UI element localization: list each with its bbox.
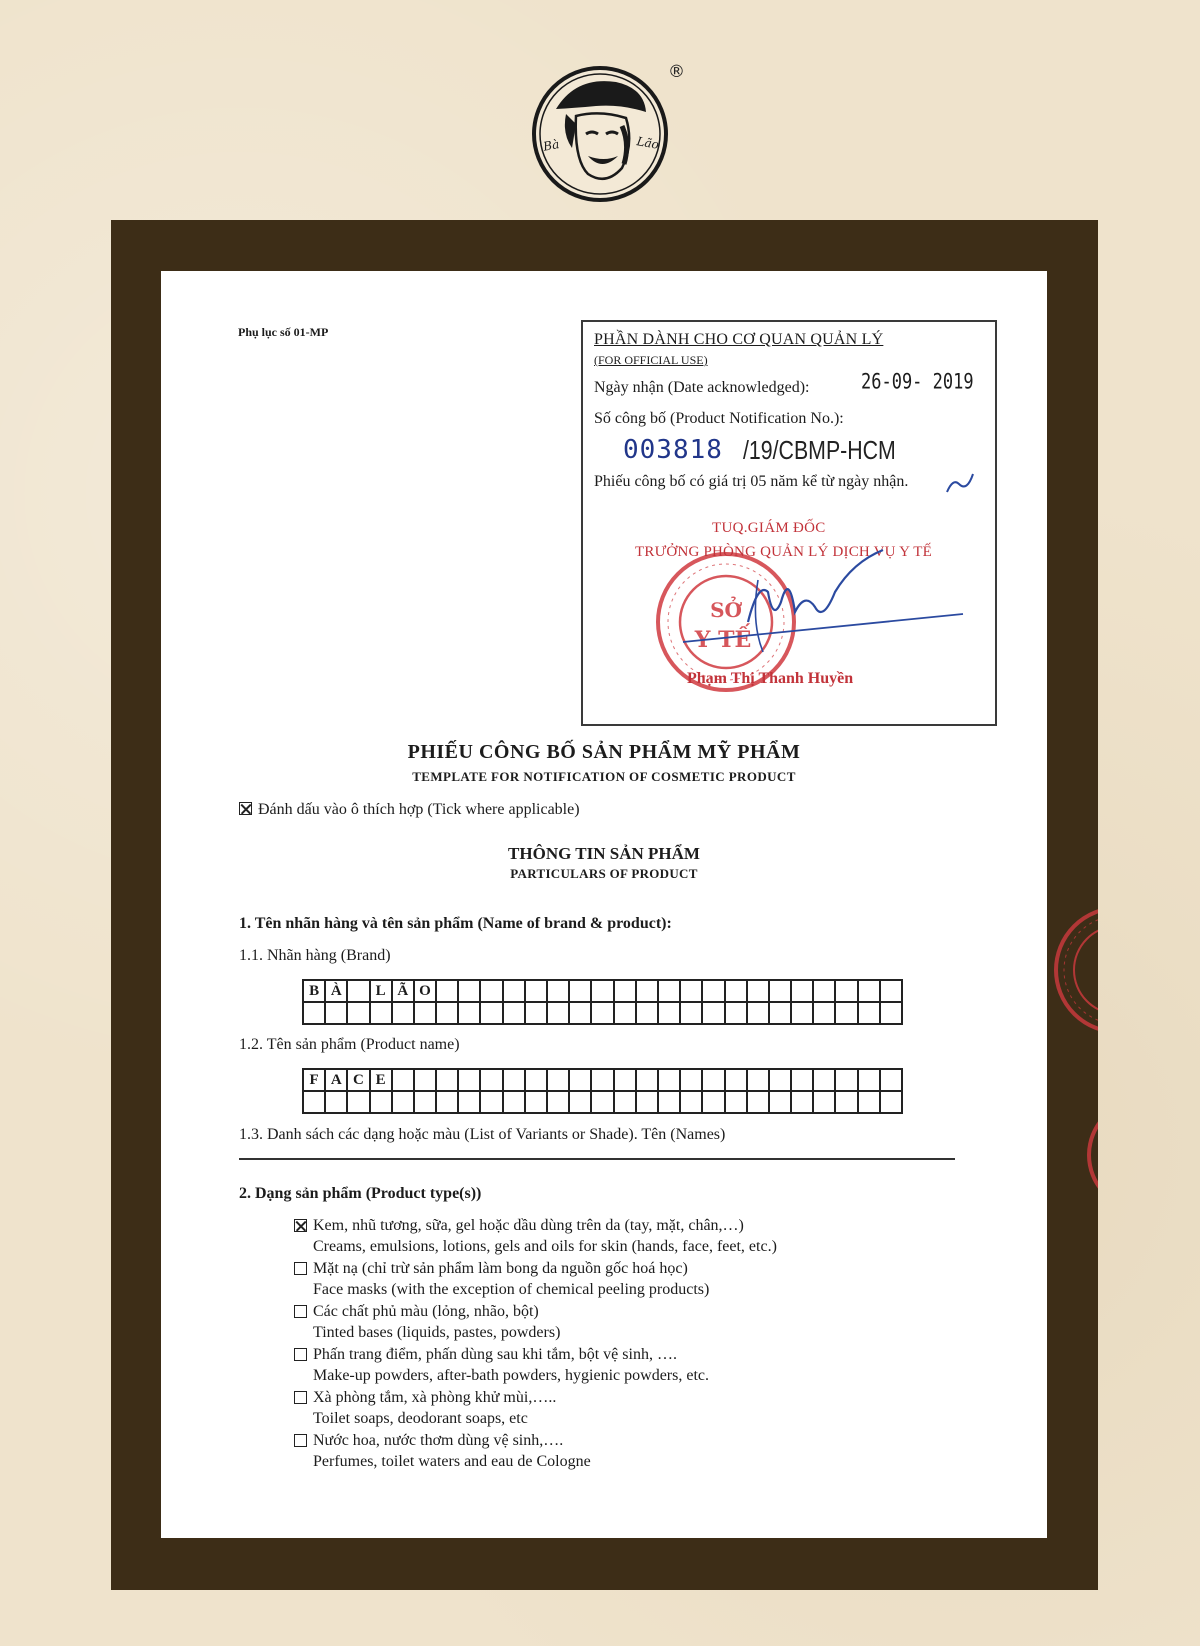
product-name-label: 1.2. Tên sản phẩm (Product name) xyxy=(239,1036,460,1053)
product-type-vi: Kem, nhũ tương, sữa, gel hoặc dầu dùng trên da (tay, mặt, chân,…) xyxy=(313,1217,744,1234)
product-cell xyxy=(304,1092,326,1114)
brand-cell xyxy=(570,1003,592,1025)
signer-name: Phạm Thị Thanh Huyền xyxy=(687,670,854,687)
official-subtitle: (FOR OFFICIAL USE) xyxy=(594,353,708,367)
product-cell xyxy=(459,1092,481,1114)
product-cell: A xyxy=(326,1070,348,1092)
product-type-vi: Xà phòng tắm, xà phòng khử mùi,….. xyxy=(313,1389,557,1406)
brand-cell xyxy=(526,981,548,1003)
brand-label: 1.1. Nhãn hàng (Brand) xyxy=(239,947,391,964)
product-cell xyxy=(748,1092,770,1114)
product-cell xyxy=(792,1070,814,1092)
brand-cell xyxy=(615,1003,637,1025)
divider-line xyxy=(239,1158,955,1160)
product-type-vi: Phấn trang điểm, phấn dùng sau khi tắm, bột vệ sinh, …. xyxy=(313,1346,677,1363)
brand-cell xyxy=(859,1003,881,1025)
brand-cell xyxy=(415,1003,437,1025)
product-cell xyxy=(504,1092,526,1114)
product-cell xyxy=(814,1070,836,1092)
product-cell xyxy=(393,1092,415,1114)
document-title-en: TEMPLATE FOR NOTIFICATION OF COSMETIC PRODUCT xyxy=(412,769,796,784)
product-cell xyxy=(548,1070,570,1092)
empty-checkbox-icon xyxy=(294,1305,307,1318)
brand-cell xyxy=(836,1003,858,1025)
product-cell xyxy=(371,1092,393,1114)
product-cell: F xyxy=(304,1070,326,1092)
brand-cell xyxy=(592,1003,614,1025)
date-acknowledged-value: 26-09- 2019 xyxy=(861,369,974,395)
brand-cell xyxy=(326,1003,348,1025)
product-cell xyxy=(570,1070,592,1092)
product-cell: E xyxy=(371,1070,393,1092)
document-frame xyxy=(111,220,1098,1590)
partial-stamp xyxy=(1048,900,1098,1040)
brand-cell xyxy=(481,981,503,1003)
product-cell xyxy=(703,1070,725,1092)
brand-cell xyxy=(881,1003,903,1025)
notification-number-label: Số công bố (Product Notification No.): xyxy=(594,410,844,427)
product-type-item xyxy=(294,1215,777,1257)
brand-cell xyxy=(770,1003,792,1025)
product-cell xyxy=(659,1070,681,1092)
tick-instruction xyxy=(239,801,580,819)
signer-organization: TRƯỞNG PHÒNG QUẢN LÝ DỊCH VỤ Y TẾ xyxy=(635,544,932,560)
product-cell xyxy=(881,1070,903,1092)
brand-cell xyxy=(659,981,681,1003)
section-title-en: PARTICULARS OF PRODUCT xyxy=(510,866,698,881)
signer-authority: TUQ.GIÁM ĐỐC xyxy=(712,520,826,536)
official-title: PHẦN DÀNH CHO CƠ QUAN QUẢN LÝ xyxy=(594,331,884,348)
section-title: THÔNG TIN SẢN PHẨM xyxy=(508,844,700,863)
brand-cell xyxy=(770,981,792,1003)
brand-cell xyxy=(459,981,481,1003)
brand-cell xyxy=(659,1003,681,1025)
product-cell xyxy=(836,1070,858,1092)
product-cell xyxy=(481,1070,503,1092)
product-cell xyxy=(459,1070,481,1092)
brand-cell xyxy=(637,1003,659,1025)
brand-cell xyxy=(703,1003,725,1025)
product-cell xyxy=(437,1070,459,1092)
product-letter-grid xyxy=(302,1068,903,1114)
brand-cell xyxy=(814,981,836,1003)
product-type-vi: Nước hoa, nước thơm dùng vệ sinh,…. xyxy=(313,1432,564,1449)
product-cell xyxy=(615,1092,637,1114)
product-cell xyxy=(637,1092,659,1114)
brand-cell xyxy=(548,1003,570,1025)
notification-number-suffix: /19/CBMP-HCM xyxy=(743,435,896,465)
registered-mark: ® xyxy=(668,62,685,82)
product-cell xyxy=(548,1092,570,1114)
question-1-heading: 1. Tên nhãn hàng và tên sản phẩm (Name of brand & product): xyxy=(239,915,672,932)
logo-text-left: Bà xyxy=(542,137,561,154)
stamp-text-bottom: Y TẾ xyxy=(694,627,752,653)
brand-cell xyxy=(437,1003,459,1025)
brand-cell: À xyxy=(326,981,348,1003)
product-cell xyxy=(415,1092,437,1114)
product-type-en: Creams, emulsions, lotions, gels and oils for skin (hands, face, feet, etc.) xyxy=(313,1238,777,1255)
product-type-item xyxy=(294,1387,777,1429)
brand-cell xyxy=(748,981,770,1003)
product-cell xyxy=(726,1092,748,1114)
product-cell xyxy=(703,1092,725,1114)
product-type-list xyxy=(294,1215,777,1473)
brand-cell xyxy=(814,1003,836,1025)
official-use-box xyxy=(581,320,997,726)
variants-label: 1.3. Danh sách các dạng hoặc màu (List of Variants or Shade). Tên (Names) xyxy=(239,1126,726,1143)
brand-cell xyxy=(481,1003,503,1025)
product-type-vi: Mặt nạ (chỉ trừ sản phẩm làm bong da nguồn gốc hoá học) xyxy=(313,1260,688,1277)
brand-cell xyxy=(881,981,903,1003)
brand-cell: O xyxy=(415,981,437,1003)
brand-cell xyxy=(348,981,370,1003)
product-cell xyxy=(726,1070,748,1092)
product-type-item xyxy=(294,1301,777,1343)
brand-cell xyxy=(304,1003,326,1025)
product-cell xyxy=(770,1092,792,1114)
brand-cell xyxy=(371,1003,393,1025)
checked-box-icon xyxy=(294,1219,307,1232)
product-type-en: Tinted bases (liquids, pastes, powders) xyxy=(313,1324,561,1341)
product-cell xyxy=(859,1092,881,1114)
product-type-vi: Các chất phủ màu (lỏng, nhão, bột) xyxy=(313,1303,539,1320)
signature-strokes xyxy=(583,322,999,728)
product-cell xyxy=(526,1070,548,1092)
brand-cell xyxy=(526,1003,548,1025)
product-type-item xyxy=(294,1344,777,1386)
product-cell xyxy=(770,1070,792,1092)
product-cell xyxy=(415,1070,437,1092)
brand-cell xyxy=(836,981,858,1003)
product-cell xyxy=(681,1092,703,1114)
partial-stamp-edge xyxy=(1084,1110,1098,1200)
product-cell xyxy=(836,1092,858,1114)
product-cell xyxy=(326,1092,348,1114)
brand-cell xyxy=(548,981,570,1003)
product-cell xyxy=(437,1092,459,1114)
product-cell: C xyxy=(348,1070,370,1092)
product-type-item xyxy=(294,1430,777,1472)
product-cell xyxy=(681,1070,703,1092)
empty-checkbox-icon xyxy=(294,1262,307,1275)
question-2-heading: 2. Dạng sản phẩm (Product type(s)) xyxy=(239,1185,482,1202)
product-cell xyxy=(481,1092,503,1114)
brand-cell: L xyxy=(371,981,393,1003)
brand-cell xyxy=(726,981,748,1003)
product-cell xyxy=(748,1070,770,1092)
document-page xyxy=(161,271,1047,1538)
product-type-en: Toilet soaps, deodorant soaps, etc xyxy=(313,1410,528,1427)
product-cell xyxy=(615,1070,637,1092)
brand-cell: Ã xyxy=(393,981,415,1003)
brand-cell xyxy=(681,981,703,1003)
checked-box-icon xyxy=(239,802,252,815)
empty-checkbox-icon xyxy=(294,1434,307,1447)
product-cell xyxy=(526,1092,548,1114)
product-cell xyxy=(792,1092,814,1114)
brand-cell xyxy=(703,981,725,1003)
brand-cell xyxy=(615,981,637,1003)
brand-cell xyxy=(393,1003,415,1025)
empty-checkbox-icon xyxy=(294,1348,307,1361)
product-cell xyxy=(592,1070,614,1092)
product-cell xyxy=(859,1070,881,1092)
brand-cell xyxy=(792,1003,814,1025)
product-cell xyxy=(348,1092,370,1114)
product-cell xyxy=(393,1070,415,1092)
brand-cell xyxy=(681,1003,703,1025)
validity-note: Phiếu công bố có giá trị 05 năm kể từ ngày nhận. xyxy=(594,473,909,490)
logo-text-right: Lão xyxy=(635,134,661,152)
brand-cell xyxy=(504,981,526,1003)
stamp-text-top: SỞ xyxy=(710,598,742,622)
brand-cell xyxy=(592,981,614,1003)
brand-cell xyxy=(459,1003,481,1025)
brand-cell xyxy=(348,1003,370,1025)
empty-checkbox-icon xyxy=(294,1391,307,1404)
brand-cell xyxy=(748,1003,770,1025)
brand-cell xyxy=(792,981,814,1003)
product-cell xyxy=(814,1092,836,1114)
product-cell xyxy=(881,1092,903,1114)
product-type-en: Make-up powders, after-bath powders, hygienic powders, etc. xyxy=(313,1367,709,1384)
brand-cell xyxy=(570,981,592,1003)
document-title: PHIẾU CÔNG BỐ SẢN PHẨM MỸ PHẨM xyxy=(407,741,801,763)
brand-cell xyxy=(437,981,459,1003)
tick-instruction-text: Đánh dấu vào ô thích hợp (Tick where applicable) xyxy=(258,801,580,818)
notification-number-value: 003818 xyxy=(623,435,723,465)
product-type-item xyxy=(294,1258,777,1300)
product-cell xyxy=(637,1070,659,1092)
date-acknowledged-label: Ngày nhận (Date acknowledged): xyxy=(594,379,810,396)
brand-logo xyxy=(526,64,674,204)
brand-letter-grid xyxy=(302,979,903,1025)
brand-cell: B xyxy=(304,981,326,1003)
appendix-label: Phụ lục số 01-MP xyxy=(238,325,329,339)
brand-cell xyxy=(859,981,881,1003)
product-cell xyxy=(592,1092,614,1114)
brand-cell xyxy=(504,1003,526,1025)
product-cell xyxy=(504,1070,526,1092)
product-type-en: Face masks (with the exception of chemical peeling products) xyxy=(313,1281,710,1298)
brand-cell xyxy=(637,981,659,1003)
brand-cell xyxy=(726,1003,748,1025)
product-cell xyxy=(659,1092,681,1114)
product-type-en: Perfumes, toilet waters and eau de Cologne xyxy=(313,1453,591,1470)
product-cell xyxy=(570,1092,592,1114)
